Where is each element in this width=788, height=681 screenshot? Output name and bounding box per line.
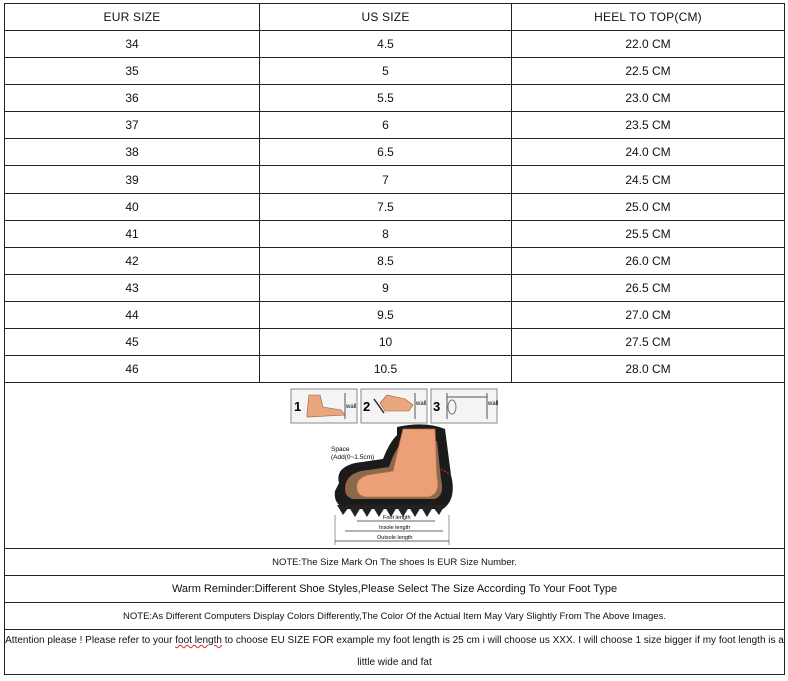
eur-size-cell: 40 <box>5 193 260 220</box>
table-row <box>5 274 785 301</box>
us-size-cell: 7.5 <box>260 193 512 220</box>
eur-size-cell: 34 <box>5 31 260 58</box>
table-row <box>5 85 785 112</box>
header-eur-size: EUR SIZE <box>5 4 260 31</box>
note-colors: NOTE:As Different Computers Display Colors Differently,The Color Of the Actual Item May Vary Slightly From The Above Images. <box>5 603 785 630</box>
step-3-number: 3 <box>433 399 441 415</box>
heel-to-top-cell: 23.5 CM <box>512 112 785 139</box>
step-3-panel <box>431 389 498 423</box>
attention-note <box>5 630 785 675</box>
us-size-cell: 8.5 <box>260 247 512 274</box>
table-row <box>5 329 785 356</box>
us-size-cell: 10 <box>260 329 512 356</box>
eur-size-cell: 45 <box>5 329 260 356</box>
heel-to-top-cell: 24.0 CM <box>512 139 785 166</box>
heel-to-top-cell: 25.0 CM <box>512 193 785 220</box>
eur-size-cell: 46 <box>5 356 260 383</box>
eur-size-cell: 44 <box>5 301 260 328</box>
table-row <box>5 139 785 166</box>
us-size-cell: 6 <box>260 112 512 139</box>
us-size-cell: 5 <box>260 58 512 85</box>
foot-length-label: Foot length <box>383 515 411 522</box>
step-3-wall-label: wall <box>488 401 499 408</box>
table-row <box>5 112 785 139</box>
size-chart-table <box>4 3 785 675</box>
heel-to-top-cell: 22.5 CM <box>512 58 785 85</box>
note-size-mark: NOTE:The Size Mark On The shoes Is EUR Size Number. <box>5 549 785 576</box>
note-size-mark-row <box>5 549 785 576</box>
heel-to-top-cell: 27.5 CM <box>512 329 785 356</box>
eur-size-cell: 41 <box>5 220 260 247</box>
us-size-cell: 9.5 <box>260 301 512 328</box>
heel-to-top-cell: 26.0 CM <box>512 247 785 274</box>
eur-size-cell: 43 <box>5 274 260 301</box>
table-row <box>5 31 785 58</box>
us-size-cell: 6.5 <box>260 139 512 166</box>
step-1-wall-label: wall <box>346 404 357 411</box>
note-colors-row <box>5 603 785 630</box>
us-size-cell: 5.5 <box>260 85 512 112</box>
table-row <box>5 356 785 383</box>
eur-size-cell: 35 <box>5 58 260 85</box>
eur-size-cell: 39 <box>5 166 260 193</box>
eur-size-cell: 38 <box>5 139 260 166</box>
step-1-number: 1 <box>294 399 302 415</box>
heel-to-top-cell: 27.0 CM <box>512 301 785 328</box>
table-row <box>5 166 785 193</box>
foot-measure-illustration <box>5 383 785 548</box>
table-row <box>5 301 785 328</box>
step-2-panel <box>361 389 427 423</box>
heel-to-top-cell: 23.0 CM <box>512 85 785 112</box>
table-row <box>5 193 785 220</box>
eur-size-cell: 37 <box>5 112 260 139</box>
attention-text-end: to choose EU SIZE FOR example my foot length is 25 cm i will choose us XXX. I will choose 1 size bigger if my foot length is a little wide and fat <box>221 635 784 669</box>
attention-text-underlined: foot length <box>175 635 222 647</box>
outsole-length-label: Outsole length <box>377 535 413 542</box>
us-size-cell: 7 <box>260 166 512 193</box>
eur-size-cell: 42 <box>5 247 260 274</box>
heel-to-top-cell: 25.5 CM <box>512 220 785 247</box>
space-label: Space <box>331 446 350 454</box>
warm-reminder-row <box>5 576 785 603</box>
header-us-size: US SIZE <box>260 4 512 31</box>
eur-size-cell: 36 <box>5 85 260 112</box>
header-heel-to-top: HEEL TO TOP(CM) <box>512 4 785 31</box>
illustration-row <box>5 383 785 549</box>
us-size-cell: 9 <box>260 274 512 301</box>
shoe-diagram <box>331 425 453 546</box>
attention-row <box>5 630 785 675</box>
table-row <box>5 58 785 85</box>
table-row <box>5 220 785 247</box>
us-size-cell: 4.5 <box>260 31 512 58</box>
insole-length-label: Insole length <box>379 525 411 532</box>
space-range-label: (Add(0~1.5cm) <box>331 454 375 462</box>
us-size-cell: 8 <box>260 220 512 247</box>
warm-reminder: Warm Reminder:Different Shoe Styles,Please Select The Size According To Your Foot Type <box>5 576 785 603</box>
step-1-panel <box>291 389 357 423</box>
step-2-wall-label: wall <box>416 401 427 408</box>
heel-to-top-cell: 24.5 CM <box>512 166 785 193</box>
attention-text-start: Attention please ! Please refer to your <box>5 635 176 647</box>
heel-to-top-cell: 26.5 CM <box>512 274 785 301</box>
heel-to-top-cell: 28.0 CM <box>512 356 785 383</box>
heel-to-top-cell: 22.0 CM <box>512 31 785 58</box>
step-2-number: 2 <box>363 399 371 415</box>
table-row <box>5 247 785 274</box>
table-header-row <box>5 4 785 31</box>
us-size-cell: 10.5 <box>260 356 512 383</box>
